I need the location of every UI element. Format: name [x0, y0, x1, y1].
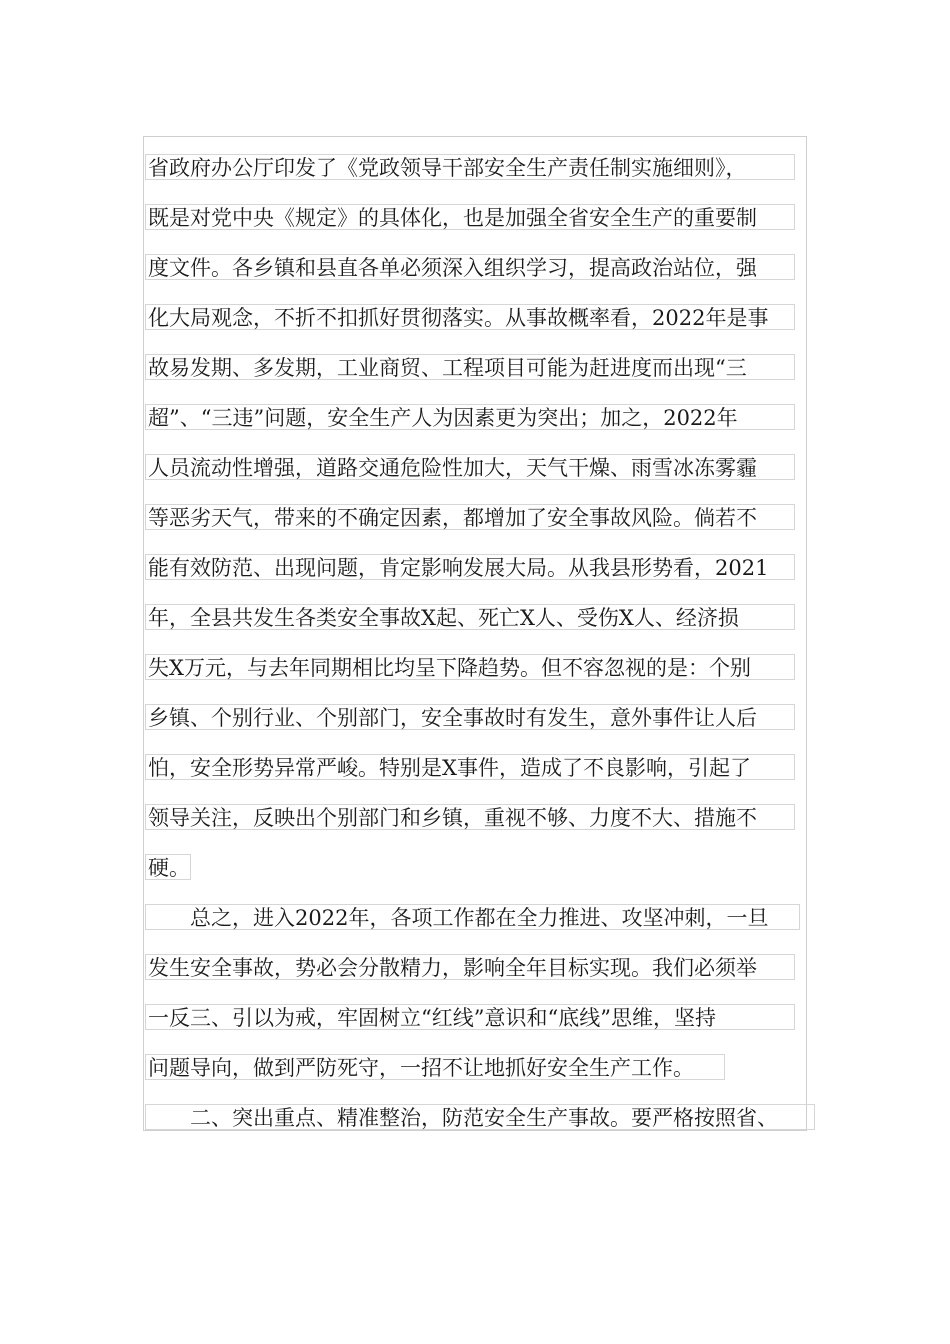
- text-line: 问题导向，做到严防死守，一招不让地抓好安全生产工作。: [145, 1054, 725, 1080]
- text-line: 省政府办公厅印发了《党政领导干部安全生产责任制实施细则》，: [145, 154, 795, 180]
- text-line: 二、突出重点、精准整治，防范安全生产事故。要严格按照省、: [145, 1104, 815, 1130]
- text-line: 等恶劣天气，带来的不确定因素，都增加了安全事故风险。倘若不: [145, 504, 795, 530]
- text-line: 怕，安全形势异常严峻。特别是X事件，造成了不良影响，引起了: [145, 754, 795, 780]
- text-frame: [143, 136, 807, 1131]
- text-line: 乡镇、个别行业、个别部门，安全事故时有发生，意外事件让人后: [145, 704, 795, 730]
- text-line: 一反三、引以为戒，牢固树立“红线”意识和“底线”思维，坚持: [145, 1004, 795, 1030]
- text-line: 人员流动性增强，道路交通危险性加大，天气干燥、雨雪冰冻雾霾: [145, 454, 795, 480]
- text-line: 化大局观念，不折不扣抓好贯彻落实。从事故概率看，2022年是事: [145, 304, 795, 330]
- text-line: 发生安全事故，势必会分散精力，影响全年目标实现。我们必须举: [145, 954, 795, 980]
- text-line: 硬。: [145, 854, 191, 880]
- text-line: 领导关注，反映出个别部门和乡镇，重视不够、力度不大、措施不: [145, 804, 795, 830]
- text-line: 能有效防范、出现问题，肯定影响发展大局。从我县形势看，2021: [145, 554, 795, 580]
- text-line: 总之，进入2022年，各项工作都在全力推进、攻坚冲刺，一旦: [145, 904, 800, 930]
- text-line: 超”、“三违”问题，安全生产人为因素更为突出；加之，2022年: [145, 404, 795, 430]
- text-line: 年，全县共发生各类安全事故X起、死亡X人、受伤X人、经济损: [145, 604, 795, 630]
- text-line: 既是对党中央《规定》的具体化，也是加强全省安全生产的重要制: [145, 204, 795, 230]
- text-line: 度文件。各乡镇和县直各单必须深入组织学习，提高政治站位，强: [145, 254, 795, 280]
- text-line: 失X万元，与去年同期相比均呈下降趋势。但不容忽视的是：个别: [145, 654, 795, 680]
- text-line: 故易发期、多发期，工业商贸、工程项目可能为赶进度而出现“三: [145, 354, 795, 380]
